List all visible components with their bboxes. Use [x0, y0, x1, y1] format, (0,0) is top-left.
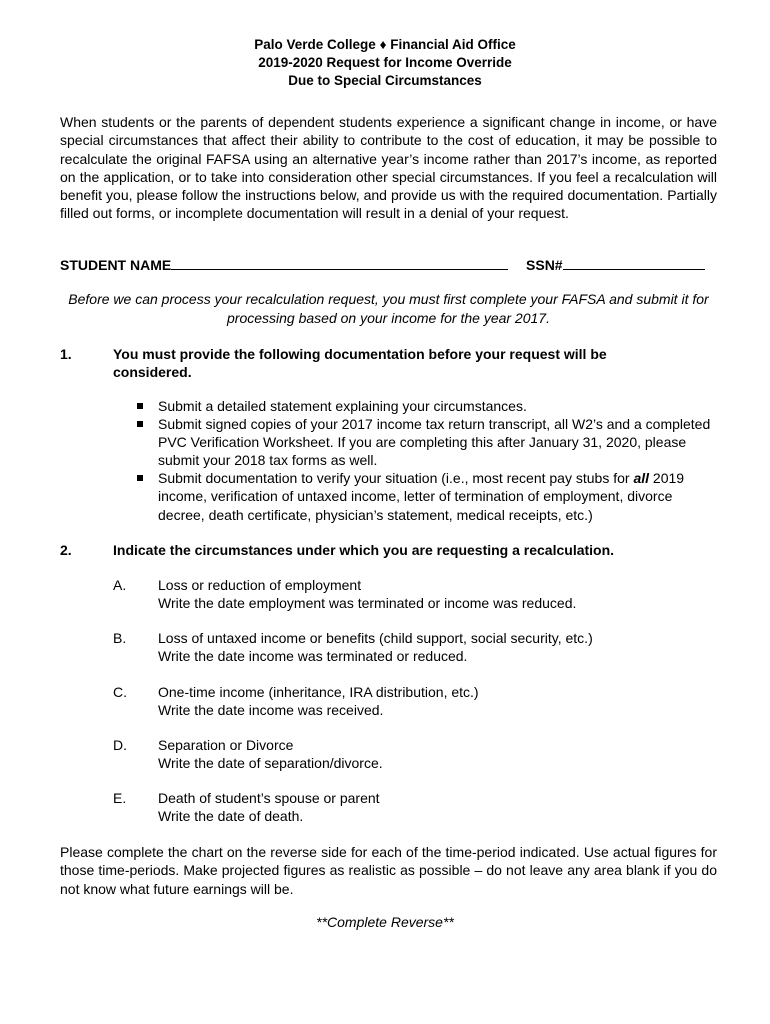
- option-b-title: Loss of untaxed income or benefits (child support, social security, etc.): [158, 630, 593, 646]
- option-c-title: One-time income (inheritance, IRA distribution, etc.): [158, 684, 479, 700]
- doc-item-verification-rest: 2019 income, verification of untaxed income, letter of termination of employment, divorce decree, death certificate, physician’s statement, medical receipts, etc.): [158, 470, 685, 523]
- list-item: [137, 397, 717, 415]
- option-b: [158, 629, 698, 666]
- option-d: [158, 736, 698, 773]
- option-e-title: Death of student’s spouse or parent: [158, 790, 380, 806]
- student-name-label: STUDENT NAME: [60, 257, 172, 273]
- option-e-instruction: Write the date of death.: [158, 808, 304, 825]
- bullet-icon: [137, 403, 143, 409]
- option-b-letter: B.: [113, 630, 127, 646]
- option-a-title: Loss or reduction of employment: [158, 577, 362, 593]
- option-e: [158, 789, 698, 826]
- option-a-instruction: Write the date employment was terminated or income was reduced.: [158, 595, 577, 612]
- option-e-letter: E.: [113, 790, 127, 806]
- complete-reverse-note: **Complete Reverse**: [316, 914, 454, 930]
- header-college-office: Palo Verde College ♦ Financial Aid Office: [254, 37, 516, 52]
- option-d-title: Separation or Divorce: [158, 737, 294, 753]
- list-item: [137, 415, 717, 469]
- option-c-instruction: Write the date income was received.: [158, 702, 384, 719]
- section-1-heading: You must provide the following documentation before your request will be considered.: [113, 346, 607, 380]
- doc-item-statement: Submit a detailed statement explaining your circumstances.: [158, 398, 527, 414]
- bullet-icon: [137, 475, 143, 481]
- section-1-number: 1.: [60, 346, 72, 362]
- option-b-instruction: Write the date income was terminated or reduced.: [158, 648, 468, 665]
- bullet-icon: [137, 421, 143, 427]
- documentation-list: [137, 397, 717, 524]
- doc-item-verification: [158, 470, 684, 522]
- option-a-letter: A.: [113, 577, 127, 593]
- doc-item-verification-start: Submit documentation to verify your situation (i.e., most recent pay stubs for: [158, 470, 634, 487]
- list-item: [137, 469, 717, 523]
- option-d-instruction: Write the date of separation/divorce.: [158, 755, 383, 772]
- student-name-field[interactable]: [171, 255, 508, 270]
- student-info-line: [60, 255, 720, 274]
- section-2-number: 2.: [60, 542, 72, 558]
- intro-paragraph: When students or the parents of dependent students experience a significant change in income, or have special circumstances that affect their ability to contribute to the cost of education, it may be possible to recalculate the original FAFSA using an alternative year’s income rather than 2017’s income, as reported on the application, or to take into consideration other special circumstances. If you feel a recalculation will benefit you, please follow the instructions below, and provide us with the required documentation. Partially filled out forms, or incomplete documentation will result in a denial of your request.: [60, 114, 717, 222]
- option-d-letter: D.: [113, 737, 127, 753]
- section-2-heading: Indicate the circumstances under which you are requesting a recalculation.: [113, 542, 615, 558]
- doc-item-tax-return: Submit signed copies of your 2017 income tax return transcript, all W2’s and a completed PVC Verification Worksheet. If you are completing this after January 31, 2020, please submit your 2018 tax forms as well.: [158, 416, 711, 469]
- ssn-field[interactable]: [563, 255, 705, 270]
- emphasis-all: all: [633, 470, 650, 487]
- closing-paragraph: Please complete the chart on the reverse side for each of the time-period indicated. Use actual figures for those time-periods. Make projected figures as realistic as possible – do not leave any area blank if you do not know what future earnings will be.: [60, 844, 717, 897]
- option-c-letter: C.: [113, 684, 127, 700]
- option-a: [158, 576, 698, 613]
- header-form-subtitle: Due to Special Circumstances: [288, 73, 482, 88]
- fafsa-note: Before we can process your recalculation request, you must first complete your FAFSA and submit it for processing based on your income for the year 2017.: [68, 291, 709, 326]
- option-c: [158, 683, 698, 720]
- header-form-title: 2019-2020 Request for Income Override: [258, 55, 512, 70]
- ssn-label: SSN#: [526, 257, 563, 273]
- form-header: [0, 36, 770, 90]
